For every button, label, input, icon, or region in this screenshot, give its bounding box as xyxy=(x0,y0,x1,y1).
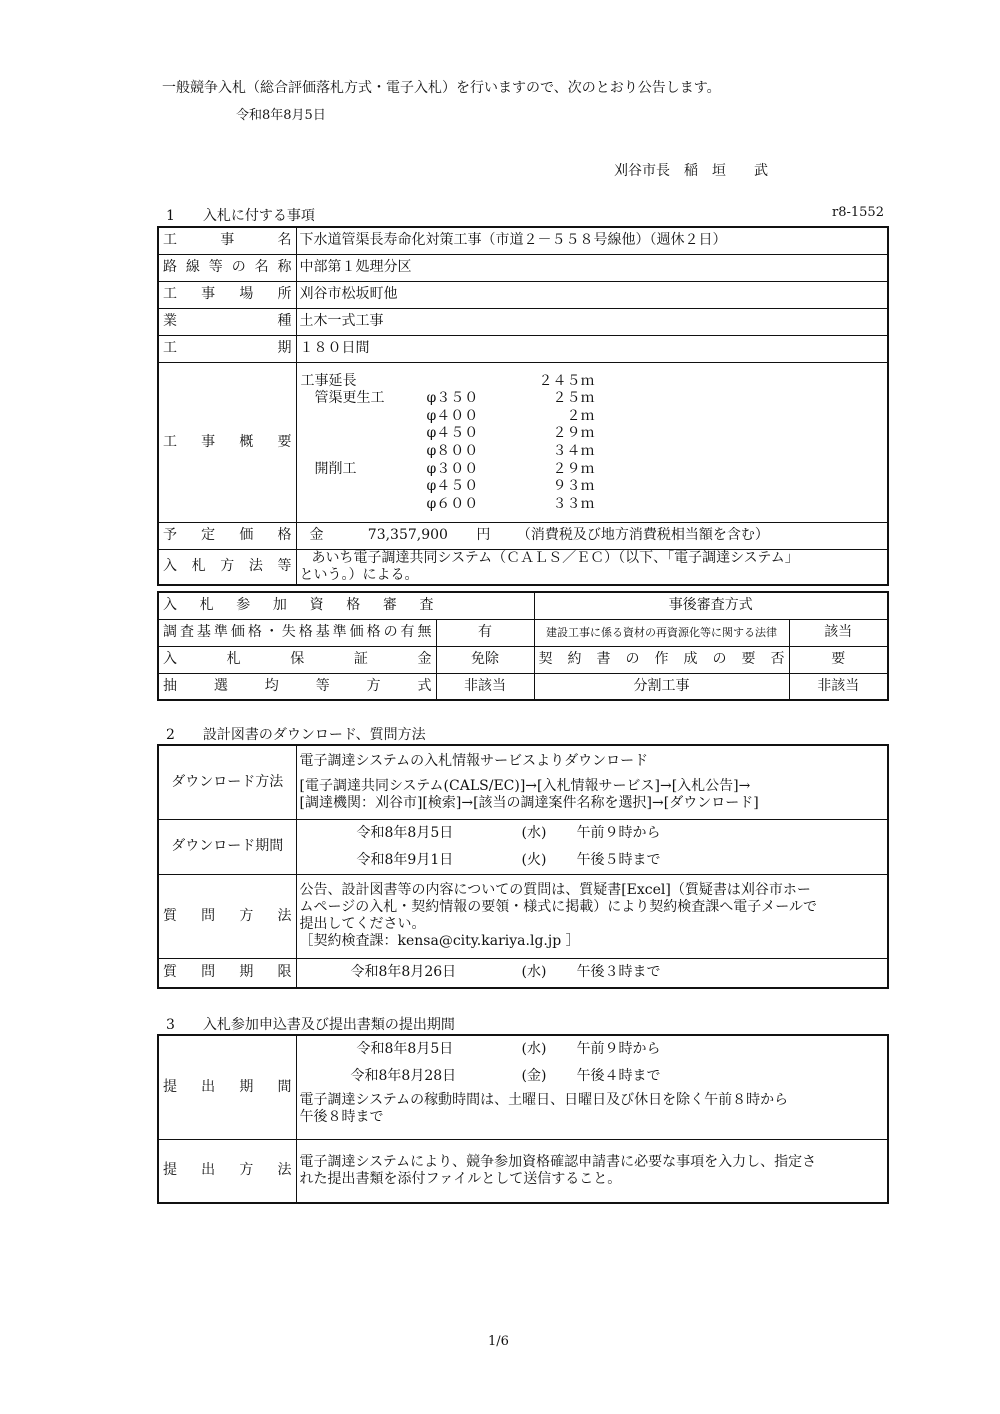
label-price: 予定価格 xyxy=(158,522,296,549)
overview-len: ２ｍ xyxy=(566,407,595,424)
period-dow: (水) xyxy=(521,824,547,841)
question-email[interactable]: ［契約検査課：kensa@city.kariya.lg.jp ］ xyxy=(299,933,580,949)
label-qualification: 入札参加資格審査 xyxy=(158,592,534,619)
download-path: [電子調達共同システム(CALS/EC)]→[入札情報サービス]→[入札公告]→ xyxy=(299,777,751,794)
value-question-deadline xyxy=(296,958,888,988)
value-bid-method xyxy=(296,549,888,585)
row-question-method xyxy=(158,874,888,958)
section-1-table xyxy=(157,226,889,586)
submit-start xyxy=(297,1036,888,1063)
section-1-heading: 1 入札に付する事項 xyxy=(166,208,315,224)
submit-note: 午後８時まで xyxy=(299,1109,384,1125)
value-qualification: 事後審査方式 xyxy=(534,592,888,619)
bid-method-line: あいち電子調達共同システム（ＣＡＬＳ／ＥＣ）（以下、「電子調達システム」 xyxy=(311,549,799,566)
row-download-period xyxy=(158,819,888,874)
value-recycling-law: 該当 xyxy=(789,619,888,646)
submit-dow: (金) xyxy=(521,1068,547,1084)
price-amount: 73,357,900 xyxy=(367,527,448,543)
label-contract: 契約書の作成の要否 xyxy=(534,646,789,673)
submit-note: 電子調達システムの稼動時間は、土曜日、日曜日及び休日を除く午前８時から xyxy=(299,1092,789,1108)
overview-dia: φ３５０ xyxy=(426,389,479,406)
label-submit-method: 提出方法 xyxy=(158,1139,296,1203)
submit-dow: (水) xyxy=(521,1041,547,1057)
value-split: 非該当 xyxy=(789,673,888,700)
deadline-time: 午後３時まで xyxy=(576,964,661,981)
overview-len: ２５ｍ xyxy=(552,389,595,406)
period-date: 令和8年9月1日 xyxy=(356,851,454,868)
value-period: １８０日間 xyxy=(296,335,888,362)
submit-end xyxy=(297,1063,888,1090)
value-lottery: 非該当 xyxy=(436,673,534,700)
question-line: 提出してください。 xyxy=(299,916,426,932)
intro-text: 一般競争入札（総合評価落札方式・電子入札）を行いますので、次のとおり公告します。 xyxy=(162,80,721,96)
question-line: 公告、設計図書等の内容についての質問は、質疑書[Excel]（質疑書は刈谷市ホー xyxy=(299,882,811,898)
label-download-period: ダウンロード期間 xyxy=(158,819,296,874)
value-industry: 土木一式工事 xyxy=(296,308,888,335)
deadline-date: 令和8年8月26日 xyxy=(350,964,457,981)
period-time: 午前９時から xyxy=(576,824,661,841)
label-overview: 工事概要 xyxy=(158,362,296,522)
label-base-price: 調査基準価格・失格基準価格の有無 xyxy=(158,619,436,646)
value-submit-period xyxy=(296,1035,888,1139)
row-download-method xyxy=(158,745,888,819)
question-line: ムページの入札・契約情報の要領・様式に掲載）により契約検査課へ電子メールで xyxy=(299,899,817,915)
label-site: 工事場所 xyxy=(158,281,296,308)
price-note: （消費税及び地方消費税相当額を含む） xyxy=(516,527,769,543)
row-qualification xyxy=(158,592,888,619)
row-site xyxy=(158,281,888,308)
submit-time: 午後４時まで xyxy=(576,1068,661,1084)
issuer-name: 刈谷市長 稲 垣 武 xyxy=(614,163,768,179)
overview-total-label: 工事延長 xyxy=(300,372,357,389)
deadline-dow: (水) xyxy=(521,964,547,981)
overview-len: ９３ｍ xyxy=(552,477,595,494)
deadline xyxy=(297,959,888,986)
label-recycling-law: 建設工事に係る資材の再資源化等に関する法律 xyxy=(534,619,789,646)
submit-date: 令和8年8月28日 xyxy=(350,1068,457,1084)
label-period: 工期 xyxy=(158,335,296,362)
label-submit-period: 提出期間 xyxy=(158,1035,296,1139)
submit-method-line: 電子調達システムにより、競争参加資格確認申請書に必要な事項を入力し、指定さ xyxy=(299,1153,817,1170)
row-price xyxy=(158,522,888,549)
case-code: r8-1552 xyxy=(832,205,884,220)
row-bid-method xyxy=(158,549,888,585)
section-2-table xyxy=(157,744,889,989)
overview-group-kaisaku: 開削工 xyxy=(314,460,357,477)
label-download-method: ダウンロード方法 xyxy=(158,745,296,819)
price-unit: 円 xyxy=(476,527,491,543)
value-question-method xyxy=(296,874,888,958)
label-split: 分割工事 xyxy=(534,673,789,700)
overview-group-kousei: 管渠更生工 xyxy=(314,389,385,406)
overview-len: ３４ｍ xyxy=(552,442,595,459)
submit-date: 令和8年8月5日 xyxy=(356,1041,454,1057)
label-deposit: 入札保証金 xyxy=(158,646,436,673)
value-download-period xyxy=(296,819,888,874)
row-overview xyxy=(158,362,888,522)
label-bid-method: 入札方法等 xyxy=(158,549,296,585)
period-time: 午後５時まで xyxy=(576,851,661,868)
period-start xyxy=(297,820,888,847)
overview-dia: φ４５０ xyxy=(426,477,479,494)
label-question-method: 質問方法 xyxy=(158,874,296,958)
bid-method-line: という。）による。 xyxy=(299,566,419,583)
overview-len: ２９ｍ xyxy=(552,460,595,477)
label-question-deadline: 質問期限 xyxy=(158,958,296,988)
price-prefix: 金 xyxy=(309,527,324,543)
value-price xyxy=(296,522,888,549)
overview-dia: φ６００ xyxy=(426,495,479,512)
overview-dia: φ４００ xyxy=(426,407,479,424)
overview-dia: φ４５０ xyxy=(426,424,479,441)
overview-list xyxy=(297,363,888,519)
row-lottery xyxy=(158,673,888,700)
download-path: [調達機関：刈谷市][検索]→[該当の調達案件名称を選択]→[ダウンロード] xyxy=(299,794,759,811)
label-lottery: 抽選均等方式 xyxy=(158,673,436,700)
label-route-name: 路線等の名称 xyxy=(158,254,296,281)
value-submit-method xyxy=(296,1139,888,1203)
row-base-price xyxy=(158,619,888,646)
overview-dia: φ８００ xyxy=(426,442,479,459)
submit-time: 午前９時から xyxy=(576,1041,661,1057)
value-overview xyxy=(296,362,888,522)
notice-date: 令和8年8月5日 xyxy=(236,108,326,123)
label-industry: 業種 xyxy=(158,308,296,335)
period-date: 令和8年8月5日 xyxy=(356,824,454,841)
value-deposit: 免除 xyxy=(436,646,534,673)
value-contract: 要 xyxy=(789,646,888,673)
value-route-name: 中部第１処理分区 xyxy=(296,254,888,281)
row-period xyxy=(158,335,888,362)
value-download-method xyxy=(296,745,888,819)
overview-dia: φ３００ xyxy=(426,460,479,477)
overview-total: ２４５ｍ xyxy=(538,372,595,389)
section-2-heading: 2 設計図書のダウンロード、質問方法 xyxy=(166,727,426,743)
value-koji-name: 下水道管渠長寿命化対策工事（市道２－５５８号線他）（週休２日） xyxy=(296,227,888,254)
row-submit-period xyxy=(158,1035,888,1139)
row-industry xyxy=(158,308,888,335)
submit-method-line: れた提出書類を添付ファイルとして送信すること。 xyxy=(299,1170,622,1187)
section-3-heading: 3 入札参加申込書及び提出書類の提出期間 xyxy=(166,1017,455,1033)
period-end xyxy=(297,847,888,874)
row-route-name xyxy=(158,254,888,281)
label-koji-name: 工事名 xyxy=(158,227,296,254)
page-number: 1/6 xyxy=(488,1334,509,1349)
value-base-price: 有 xyxy=(436,619,534,646)
row-koji-name xyxy=(158,227,888,254)
row-submit-method xyxy=(158,1139,888,1203)
overview-len: ２９ｍ xyxy=(552,424,595,441)
row-question-deadline xyxy=(158,958,888,988)
value-site: 刈谷市松坂町他 xyxy=(296,281,888,308)
period-dow: (火) xyxy=(521,851,547,868)
download-line: 電子調達システムの入札情報サービスよりダウンロード xyxy=(299,752,649,769)
row-deposit xyxy=(158,646,888,673)
section-3-table xyxy=(157,1034,889,1204)
overview-len: ３３ｍ xyxy=(552,495,595,512)
qualification-table xyxy=(157,591,889,701)
